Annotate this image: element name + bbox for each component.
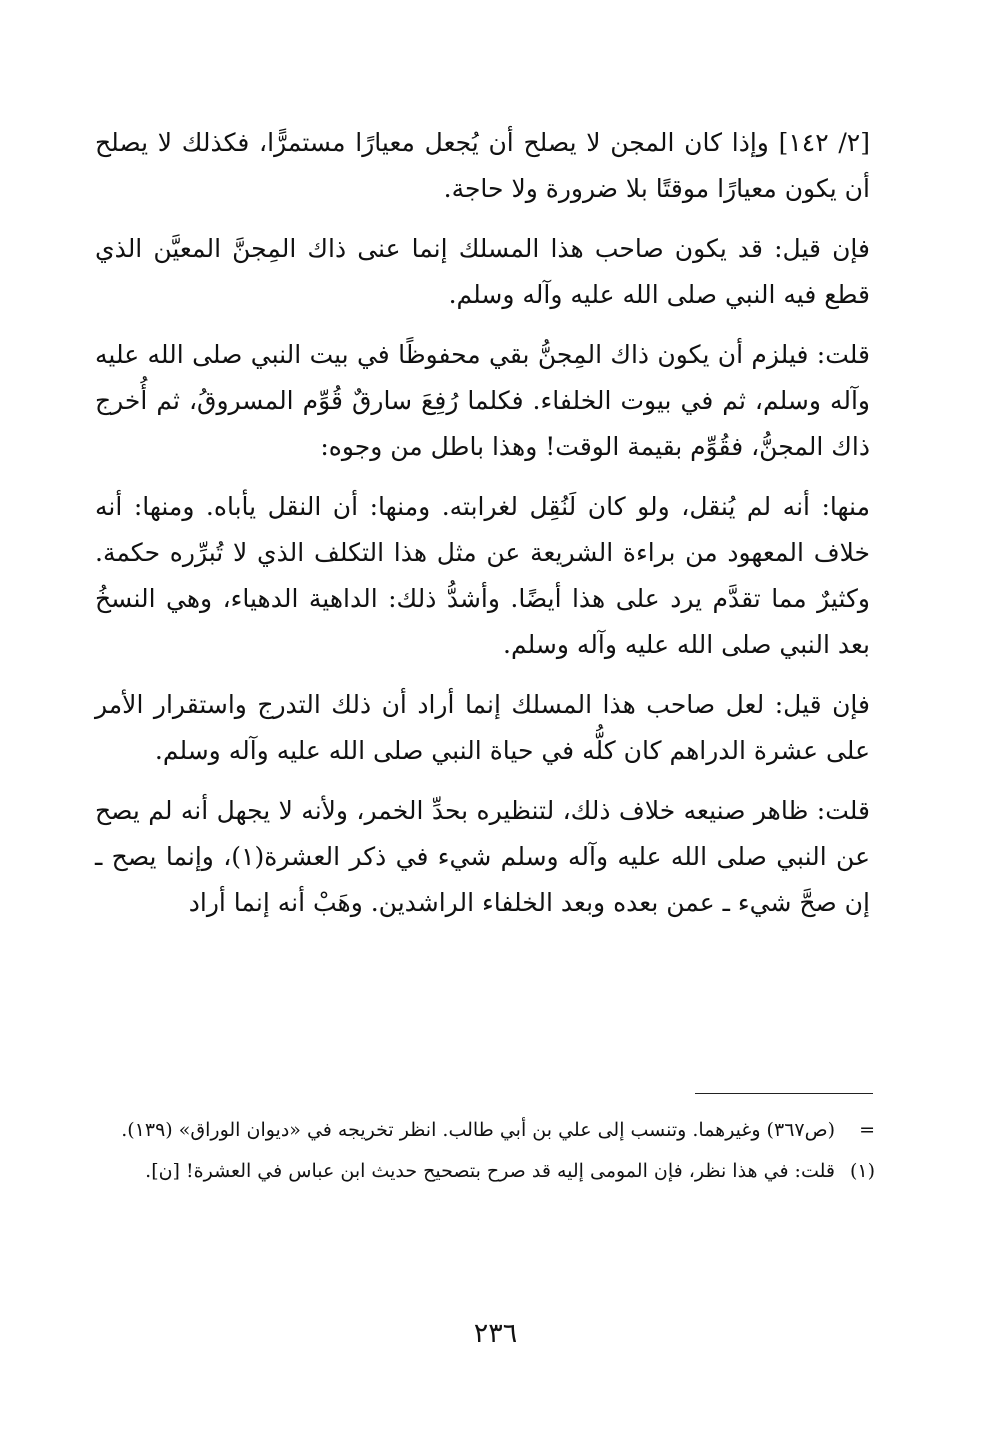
paragraph-2-text: فإن قيل: قد يكون صاحب هذا المسلك إنما عنى ذاك المِجنَّ المعيَّن الذي قطع فيه النبي صلى الله عليه وآله وسلم.: [95, 234, 870, 309]
main-text: [95, 120, 870, 940]
paragraph-6: [95, 788, 870, 926]
paragraph-5: [95, 682, 870, 774]
footnote-continuation: [95, 1112, 875, 1149]
footnote-continuation-text: (ص٣٦٧) وغيرهما. وتنسب إلى علي بن أبي طالب. انظر تخريجه في «ديوان الوراق» (١٣٩).: [121, 1119, 835, 1141]
footnote-divider: [695, 1093, 873, 1094]
paragraph-1: [95, 120, 870, 212]
footnote-continuation-mark: =: [859, 1119, 875, 1141]
footnote-1-text: قلت: في هذا نظر، فإن المومى إليه قد صرح بتصحيح حديث ابن عباس في العشرة! [ن].: [145, 1160, 835, 1182]
footnotes: [95, 1112, 875, 1194]
paragraph-1-text: [٢/ ١٤٢] وإذا كان المجن لا يصلح أن يُجعل معيارًا مستمرًّا، فكذلك لا يصلح أن يكون معيارًا موقتًا بلا ضرورة ولا حاجة.: [95, 128, 870, 203]
page-number: ٢٣٦: [473, 1318, 518, 1349]
paragraph-6-text: قلت: ظاهر صنيعه خلاف ذلك، لتنظيره بحدِّ الخمر، ولأنه لا يجهل أنه لم يصح عن النبي صلى الله عليه وآله وسلم شيء في ذكر العشرة(١)، وإنما يصح ـ إن صحَّ شيء ـ عمن بعده وبعد الخلفاء الراشدين. وهَبْ أنه إنما أراد: [95, 796, 870, 917]
footnote-1-mark: (١): [849, 1160, 875, 1182]
footnote-1: [95, 1153, 875, 1190]
paragraph-5-text: فإن قيل: لعل صاحب هذا المسلك إنما أراد أن ذلك التدرج واستقرار الأمر على عشرة الدراهم كان كلُّه في حياة النبي صلى الله عليه وآله وسلم.: [95, 690, 870, 765]
paragraph-2: [95, 226, 870, 318]
paragraph-4-text: منها: أنه لم يُنقل، ولو كان لَنُقِل لغرابته. ومنها: أن النقل يأباه. ومنها: أنه خلاف المعهود من براءة الشريعة عن مثل هذا التكلف الذي لا تُبرِّره حكمة. وكثيرٌ مما تقدَّم يرد على هذا أيضًا. وأشدُّ ذلك: الداهية الدهياء، وهي النسخُ بعد النبي صلى الله عليه وآله وسلم.: [95, 492, 870, 659]
paragraph-4: [95, 484, 870, 668]
paragraph-3-text: قلت: فيلزم أن يكون ذاك المِجنُّ بقي محفوظًا في بيت النبي صلى الله عليه وآله وسلم، ثم في بيوت الخلفاء. فكلما رُفِعَ سارقٌ قُوِّم المسروقُ، ثم أُخرج ذاك المجنُّ، فقُوِّم بقيمة الوقت! وهذا باطل من وجوه:: [95, 340, 870, 461]
paragraph-3: [95, 332, 870, 470]
